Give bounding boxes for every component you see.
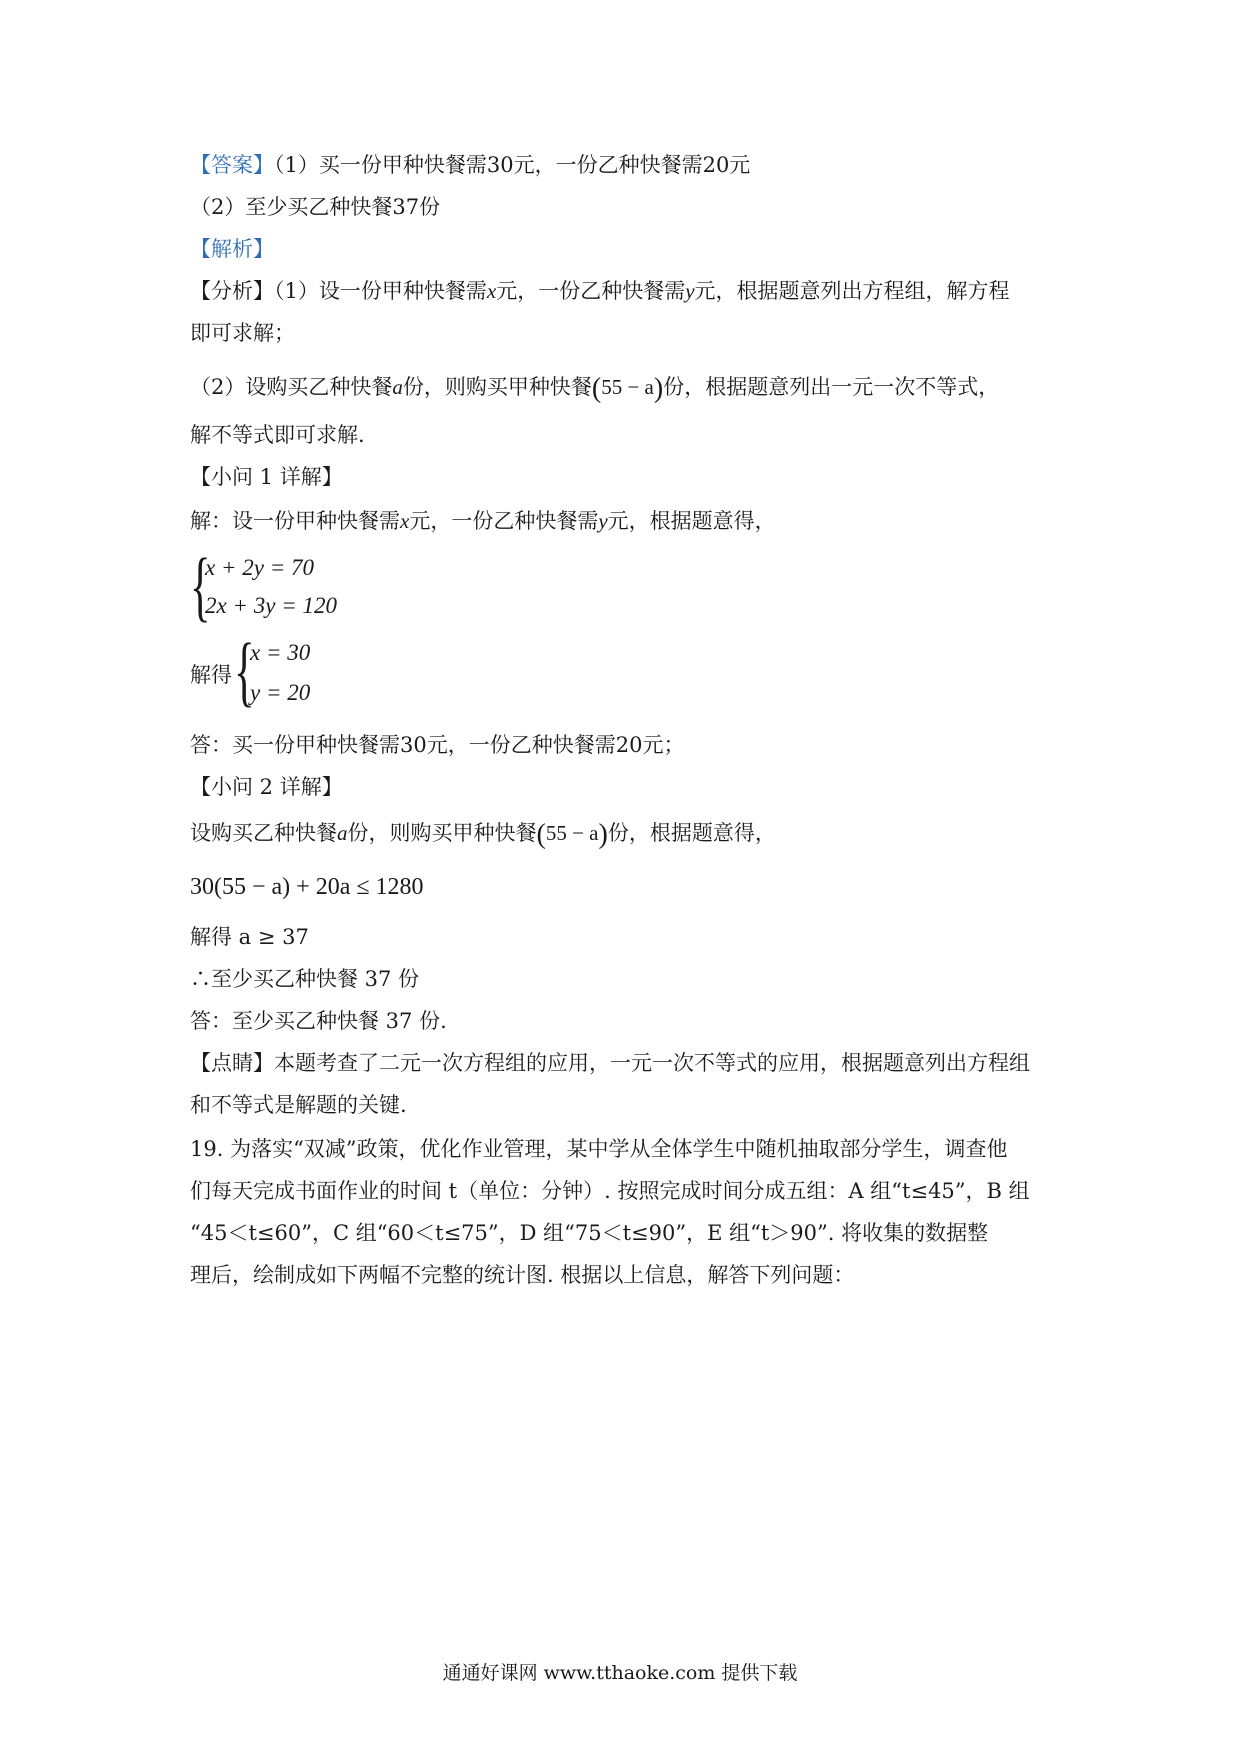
analysis-line-2: 即可求解； bbox=[190, 321, 295, 345]
q2-text: 设购买乙种快餐 bbox=[190, 821, 337, 845]
paren-close: ) bbox=[598, 819, 608, 850]
comment-line-1 bbox=[190, 1048, 1060, 1078]
analysis-text: 份，则购买甲种快餐 bbox=[402, 375, 592, 399]
variable-x: x bbox=[400, 509, 410, 533]
q2-intro bbox=[190, 818, 1060, 850]
analysis-text: （2）设购买乙种快餐 bbox=[190, 375, 393, 399]
analysis-line-3 bbox=[190, 372, 1060, 404]
variable-y: y bbox=[685, 279, 695, 303]
q1-intro bbox=[190, 506, 1060, 536]
q1-text: 元，根据题意得， bbox=[607, 509, 776, 533]
solution-1: x = 30 bbox=[250, 640, 311, 665]
paren-open: ( bbox=[536, 819, 546, 850]
analysis-text: 元，根据题意列出方程组，解方程 bbox=[694, 279, 1010, 303]
comment-text: 本题考查了二元一次方程组的应用，一元一次不等式的应用，根据题意列出方程组 bbox=[274, 1051, 1030, 1075]
variable-x: x bbox=[486, 279, 497, 303]
q2-answer: 答：至少买乙种快餐 37 份. bbox=[190, 1009, 447, 1033]
paren-close: ) bbox=[653, 373, 664, 404]
solution-2: y = 20 bbox=[250, 680, 311, 705]
q2-text: 份，则购买甲种快餐 bbox=[347, 821, 537, 845]
equation-1: x + 2y = 70 bbox=[205, 555, 314, 580]
analysis-text: 份，根据题意列出一元一次不等式， bbox=[663, 375, 1000, 399]
problem19-line-2: 们每天完成书面作业的时间 t（单位：分钟）. 按照完成时间分成五组：A 组“t≤45”，B 组 bbox=[190, 1179, 1030, 1203]
answer-line-1 bbox=[190, 150, 1060, 180]
comment-label: 【点睛】 bbox=[190, 1051, 274, 1075]
q1-text: 元，一份乙种快餐需 bbox=[409, 509, 599, 533]
equation-2: 2x + 3y = 120 bbox=[205, 593, 337, 618]
variable-a: a bbox=[392, 375, 403, 399]
analysis-label: 【解析】 bbox=[190, 237, 274, 261]
q2-therefore: ∴至少买乙种快餐 37 份 bbox=[190, 967, 420, 991]
analysis-line-1 bbox=[190, 276, 1060, 306]
answer-part-1: （1）买一份甲种快餐需30元，一份乙种快餐需20元 bbox=[274, 153, 751, 177]
analysis-text: （1）设一份甲种快餐需 bbox=[274, 279, 487, 303]
analysis-line-4: 解不等式即可求解. bbox=[190, 423, 365, 447]
expression: 55 − a bbox=[601, 375, 654, 399]
answer-line-2: （2）至少买乙种快餐37份 bbox=[190, 195, 441, 219]
problem19-line-3: “45＜t≤60”，C 组“60＜t≤75”，D 组“75＜t≤90”，E 组“t＞90”. 将收集的数据整 bbox=[190, 1221, 989, 1245]
expression: 55 − a bbox=[545, 821, 599, 845]
q1-answer: 答：买一份甲种快餐需30元，一份乙种快餐需20元； bbox=[190, 733, 685, 757]
solve-label: 解得 bbox=[190, 663, 232, 687]
problem19-line-1: 19. 为落实“双减”政策，优化作业管理，某中学从全体学生中随机抽取部分学生，调查他 bbox=[190, 1137, 1008, 1161]
paren-open: ( bbox=[591, 373, 602, 404]
analysis-text: 元，一份乙种快餐需 bbox=[496, 279, 686, 303]
answer-label: 【答案】 bbox=[190, 153, 274, 177]
q1-text: 解：设一份甲种快餐需 bbox=[190, 509, 400, 533]
variable-y: y bbox=[598, 509, 608, 533]
inequality: 30(55 − a) + 20a ≤ 1280 bbox=[190, 874, 424, 900]
variable-a: a bbox=[337, 821, 348, 845]
page-footer: 通通好课网 www.tthaoke.com 提供下载 bbox=[442, 1662, 798, 1684]
problem19-line-4: 理后，绘制成如下两幅不完整的统计图. 根据以上信息，解答下列问题： bbox=[190, 1263, 855, 1287]
analysis-label-bracket: 【分析】 bbox=[190, 279, 274, 303]
q2-label: 【小问 2 详解】 bbox=[190, 775, 343, 799]
comment-line-2: 和不等式是解题的关键. bbox=[190, 1093, 407, 1117]
q1-label: 【小问 1 详解】 bbox=[190, 465, 343, 489]
solution-brace: { bbox=[234, 627, 255, 714]
q2-solve: 解得 a ≥ 37 bbox=[190, 925, 309, 949]
equation-system-brace: { bbox=[190, 542, 211, 629]
q2-text: 份，根据题意得， bbox=[607, 821, 776, 845]
